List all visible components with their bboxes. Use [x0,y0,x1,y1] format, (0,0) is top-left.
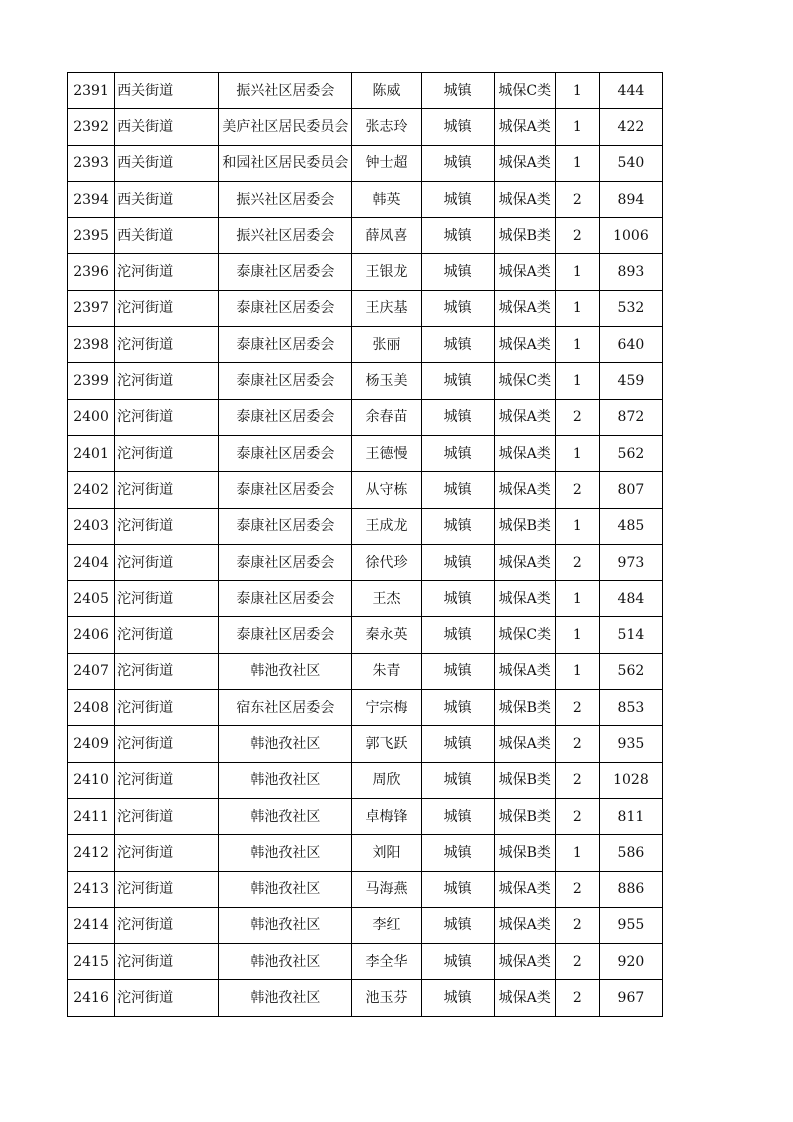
amount-cell: 967 [599,980,662,1016]
assistance-category-cell: 城保B类 [494,508,555,544]
residence-type-cell: 城镇 [421,73,494,109]
household-count-cell: 1 [555,581,599,617]
assistance-category-cell: 城保A类 [494,472,555,508]
recipient-name-cell: 马海燕 [352,871,421,907]
table-row [68,290,663,326]
amount-cell: 422 [599,109,662,145]
household-count-cell: 2 [555,218,599,254]
subdistrict-cell: 沱河街道 [115,690,219,726]
amount-cell: 1028 [599,762,662,798]
assistance-category-cell: 城保A类 [494,399,555,435]
recipient-name-cell: 秦永英 [352,617,421,653]
residence-type-cell: 城镇 [421,218,494,254]
recipient-name-cell: 李全华 [352,944,421,980]
recipient-name-cell: 王成龙 [352,508,421,544]
recipient-name-cell: 李红 [352,907,421,943]
subdistrict-cell: 沱河街道 [115,835,219,871]
serial-number-cell: 2396 [68,254,115,290]
community-cell: 韩池孜社区 [219,653,352,689]
residence-type-cell: 城镇 [421,871,494,907]
subdistrict-cell: 西关街道 [115,145,219,181]
serial-number-cell: 2392 [68,109,115,145]
assistance-category-cell: 城保A类 [494,181,555,217]
serial-number-cell: 2415 [68,944,115,980]
assistance-category-cell: 城保A类 [494,907,555,943]
community-cell: 韩池孜社区 [219,798,352,834]
amount-cell: 562 [599,653,662,689]
table-row [68,145,663,181]
table-row [68,835,663,871]
recipient-name-cell: 刘阳 [352,835,421,871]
serial-number-cell: 2413 [68,871,115,907]
residence-type-cell: 城镇 [421,327,494,363]
subdistrict-cell: 沱河街道 [115,508,219,544]
subdistrict-cell: 沱河街道 [115,254,219,290]
residence-type-cell: 城镇 [421,435,494,471]
community-cell: 泰康社区居委会 [219,327,352,363]
subdistrict-cell: 沱河街道 [115,435,219,471]
serial-number-cell: 2410 [68,762,115,798]
subdistrict-cell: 沱河街道 [115,327,219,363]
table-row [68,726,663,762]
serial-number-cell: 2404 [68,544,115,580]
assistance-category-cell: 城保A类 [494,980,555,1016]
amount-cell: 459 [599,363,662,399]
subdistrict-cell: 西关街道 [115,73,219,109]
amount-cell: 955 [599,907,662,943]
amount-cell: 444 [599,73,662,109]
recipient-name-cell: 朱青 [352,653,421,689]
subdistrict-cell: 沱河街道 [115,290,219,326]
assistance-category-cell: 城保C类 [494,363,555,399]
subdistrict-cell: 西关街道 [115,109,219,145]
community-cell: 韩池孜社区 [219,907,352,943]
community-cell: 韩池孜社区 [219,980,352,1016]
table-row [68,980,663,1016]
household-count-cell: 2 [555,399,599,435]
residence-type-cell: 城镇 [421,254,494,290]
subdistrict-cell: 沱河街道 [115,762,219,798]
residence-type-cell: 城镇 [421,617,494,653]
residence-type-cell: 城镇 [421,181,494,217]
subdistrict-cell: 沱河街道 [115,653,219,689]
residence-type-cell: 城镇 [421,907,494,943]
household-count-cell: 2 [555,544,599,580]
residence-type-cell: 城镇 [421,508,494,544]
residence-type-cell: 城镇 [421,835,494,871]
serial-number-cell: 2402 [68,472,115,508]
community-cell: 泰康社区居委会 [219,399,352,435]
amount-cell: 586 [599,835,662,871]
community-cell: 宿东社区居委会 [219,690,352,726]
serial-number-cell: 2412 [68,835,115,871]
subdistrict-cell: 沱河街道 [115,617,219,653]
subdistrict-cell: 沱河街道 [115,944,219,980]
table-row [68,181,663,217]
table-row [68,73,663,109]
relief-roster-table [67,72,663,1017]
assistance-category-cell: 城保A类 [494,653,555,689]
assistance-category-cell: 城保A类 [494,290,555,326]
household-count-cell: 1 [555,508,599,544]
household-count-cell: 1 [555,363,599,399]
table-row [68,363,663,399]
assistance-category-cell: 城保B类 [494,690,555,726]
subdistrict-cell: 沱河街道 [115,980,219,1016]
table-body [68,73,663,1017]
community-cell: 泰康社区居委会 [219,472,352,508]
table-row [68,690,663,726]
assistance-category-cell: 城保A类 [494,145,555,181]
household-count-cell: 1 [555,254,599,290]
residence-type-cell: 城镇 [421,726,494,762]
amount-cell: 894 [599,181,662,217]
assistance-category-cell: 城保A类 [494,726,555,762]
table-row [68,653,663,689]
assistance-category-cell: 城保C类 [494,73,555,109]
recipient-name-cell: 韩英 [352,181,421,217]
amount-cell: 484 [599,581,662,617]
community-cell: 泰康社区居委会 [219,363,352,399]
amount-cell: 540 [599,145,662,181]
residence-type-cell: 城镇 [421,798,494,834]
subdistrict-cell: 沱河街道 [115,798,219,834]
recipient-name-cell: 郭飞跃 [352,726,421,762]
recipient-name-cell: 王庆基 [352,290,421,326]
community-cell: 泰康社区居委会 [219,581,352,617]
recipient-name-cell: 钟士超 [352,145,421,181]
serial-number-cell: 2414 [68,907,115,943]
assistance-category-cell: 城保A类 [494,327,555,363]
serial-number-cell: 2397 [68,290,115,326]
subdistrict-cell: 沱河街道 [115,581,219,617]
subdistrict-cell: 西关街道 [115,181,219,217]
serial-number-cell: 2391 [68,73,115,109]
subdistrict-cell: 沱河街道 [115,907,219,943]
serial-number-cell: 2405 [68,581,115,617]
subdistrict-cell: 沱河街道 [115,726,219,762]
amount-cell: 853 [599,690,662,726]
table-row [68,581,663,617]
table-row [68,762,663,798]
amount-cell: 811 [599,798,662,834]
recipient-name-cell: 杨玉美 [352,363,421,399]
residence-type-cell: 城镇 [421,581,494,617]
residence-type-cell: 城镇 [421,544,494,580]
community-cell: 韩池孜社区 [219,871,352,907]
amount-cell: 640 [599,327,662,363]
residence-type-cell: 城镇 [421,363,494,399]
serial-number-cell: 2400 [68,399,115,435]
assistance-category-cell: 城保A类 [494,109,555,145]
residence-type-cell: 城镇 [421,109,494,145]
table-row [68,798,663,834]
household-count-cell: 2 [555,690,599,726]
household-count-cell: 1 [555,145,599,181]
community-cell: 泰康社区居委会 [219,435,352,471]
recipient-name-cell: 徐代珍 [352,544,421,580]
table-row [68,544,663,580]
table-row [68,254,663,290]
residence-type-cell: 城镇 [421,762,494,798]
serial-number-cell: 2407 [68,653,115,689]
recipient-name-cell: 余春苗 [352,399,421,435]
amount-cell: 886 [599,871,662,907]
household-count-cell: 2 [555,472,599,508]
assistance-category-cell: 城保A类 [494,435,555,471]
community-cell: 振兴社区居委会 [219,218,352,254]
recipient-name-cell: 陈威 [352,73,421,109]
household-count-cell: 1 [555,109,599,145]
assistance-category-cell: 城保A类 [494,581,555,617]
serial-number-cell: 2394 [68,181,115,217]
community-cell: 韩池孜社区 [219,762,352,798]
household-count-cell: 1 [555,835,599,871]
serial-number-cell: 2399 [68,363,115,399]
community-cell: 泰康社区居委会 [219,544,352,580]
amount-cell: 485 [599,508,662,544]
amount-cell: 532 [599,290,662,326]
assistance-category-cell: 城保B类 [494,798,555,834]
residence-type-cell: 城镇 [421,944,494,980]
community-cell: 振兴社区居委会 [219,181,352,217]
recipient-name-cell: 王杰 [352,581,421,617]
household-count-cell: 2 [555,907,599,943]
serial-number-cell: 2416 [68,980,115,1016]
recipient-name-cell: 卓梅锋 [352,798,421,834]
residence-type-cell: 城镇 [421,399,494,435]
residence-type-cell: 城镇 [421,290,494,326]
assistance-category-cell: 城保A类 [494,254,555,290]
residence-type-cell: 城镇 [421,472,494,508]
household-count-cell: 1 [555,653,599,689]
community-cell: 韩池孜社区 [219,835,352,871]
serial-number-cell: 2411 [68,798,115,834]
assistance-category-cell: 城保A类 [494,944,555,980]
recipient-name-cell: 从守栋 [352,472,421,508]
amount-cell: 893 [599,254,662,290]
community-cell: 美庐社区居民委员会 [219,109,352,145]
household-count-cell: 2 [555,726,599,762]
household-count-cell: 1 [555,327,599,363]
community-cell: 泰康社区居委会 [219,508,352,544]
residence-type-cell: 城镇 [421,690,494,726]
recipient-name-cell: 张志玲 [352,109,421,145]
recipient-name-cell: 张丽 [352,327,421,363]
amount-cell: 807 [599,472,662,508]
serial-number-cell: 2408 [68,690,115,726]
recipient-name-cell: 薛凤喜 [352,218,421,254]
household-count-cell: 1 [555,290,599,326]
recipient-name-cell: 王德慢 [352,435,421,471]
table-row [68,327,663,363]
residence-type-cell: 城镇 [421,145,494,181]
amount-cell: 872 [599,399,662,435]
table-row [68,907,663,943]
household-count-cell: 2 [555,871,599,907]
assistance-category-cell: 城保C类 [494,617,555,653]
table-row [68,435,663,471]
residence-type-cell: 城镇 [421,980,494,1016]
table-row [68,508,663,544]
recipient-name-cell: 宁宗梅 [352,690,421,726]
community-cell: 振兴社区居委会 [219,73,352,109]
amount-cell: 973 [599,544,662,580]
recipient-name-cell: 王银龙 [352,254,421,290]
assistance-category-cell: 城保B类 [494,762,555,798]
household-count-cell: 1 [555,73,599,109]
serial-number-cell: 2395 [68,218,115,254]
serial-number-cell: 2398 [68,327,115,363]
table-row [68,871,663,907]
amount-cell: 920 [599,944,662,980]
amount-cell: 1006 [599,218,662,254]
residence-type-cell: 城镇 [421,653,494,689]
subdistrict-cell: 沱河街道 [115,871,219,907]
household-count-cell: 2 [555,798,599,834]
serial-number-cell: 2403 [68,508,115,544]
subdistrict-cell: 沱河街道 [115,472,219,508]
table-row [68,218,663,254]
community-cell: 韩池孜社区 [219,726,352,762]
table-row [68,399,663,435]
subdistrict-cell: 沱河街道 [115,363,219,399]
community-cell: 泰康社区居委会 [219,290,352,326]
community-cell: 韩池孜社区 [219,944,352,980]
community-cell: 泰康社区居委会 [219,617,352,653]
household-count-cell: 2 [555,944,599,980]
serial-number-cell: 2409 [68,726,115,762]
household-count-cell: 1 [555,617,599,653]
assistance-category-cell: 城保B类 [494,218,555,254]
table-row [68,472,663,508]
assistance-category-cell: 城保A类 [494,871,555,907]
serial-number-cell: 2406 [68,617,115,653]
household-count-cell: 2 [555,762,599,798]
table-row [68,944,663,980]
subdistrict-cell: 西关街道 [115,218,219,254]
household-count-cell: 2 [555,181,599,217]
serial-number-cell: 2393 [68,145,115,181]
table-row [68,617,663,653]
amount-cell: 562 [599,435,662,471]
household-count-cell: 2 [555,980,599,1016]
serial-number-cell: 2401 [68,435,115,471]
amount-cell: 935 [599,726,662,762]
recipient-name-cell: 池玉芬 [352,980,421,1016]
community-cell: 泰康社区居委会 [219,254,352,290]
amount-cell: 514 [599,617,662,653]
subdistrict-cell: 沱河街道 [115,399,219,435]
recipient-name-cell: 周欣 [352,762,421,798]
community-cell: 和园社区居民委员会 [219,145,352,181]
subdistrict-cell: 沱河街道 [115,544,219,580]
table-row [68,109,663,145]
household-count-cell: 1 [555,435,599,471]
assistance-category-cell: 城保A类 [494,544,555,580]
assistance-category-cell: 城保B类 [494,835,555,871]
